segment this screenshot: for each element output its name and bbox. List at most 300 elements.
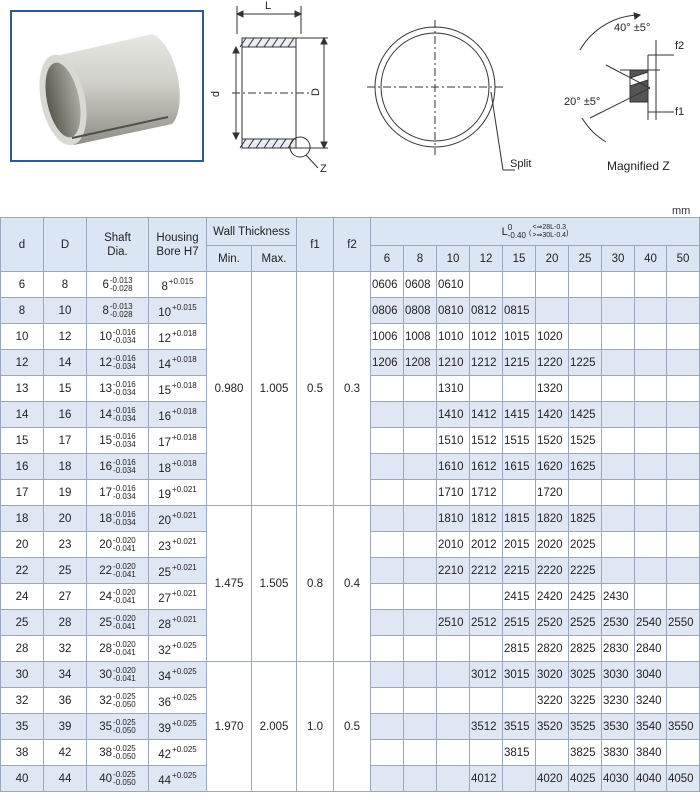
cell-part-number [404,558,437,584]
cell-part-number: 1525 [569,428,602,454]
cell-part-number: 0610 [437,272,470,298]
header-max: Max. [252,246,297,272]
header-length-main: L [501,225,508,238]
header-length-sub: -0.40 [507,230,526,240]
cell-part-number [667,428,700,454]
cell-part-number [371,402,404,428]
housing-value: 28 [158,618,172,631]
cell-part-number [667,506,700,532]
shaft-value: 40 [99,772,113,785]
shaft-tol-lower: -0.028 [109,309,133,319]
cell-shaft [87,766,149,792]
shaft-tolerance [113,667,136,683]
cell-wall-f2: 0.3 [334,272,371,506]
cell-part-number: 1210 [437,350,470,376]
cell-part-number [635,402,667,428]
cell-part-number: 1320 [536,376,569,402]
cell-part-number [602,298,635,324]
cell-part-number: 1420 [536,402,569,428]
shaft-value: 24 [99,590,113,603]
cell-part-number: 1415 [503,402,536,428]
bushing-photo [10,10,204,162]
shaft-value: 6 [102,278,109,291]
cell-part-number [371,662,404,688]
cell-housing [149,350,207,376]
cell-d: 8 [1,298,44,324]
f1-label: f1 [675,106,685,118]
cell-part-number [371,636,404,662]
cell-housing [149,610,207,636]
cell-part-number: 2012 [470,532,503,558]
cell-part-number [635,324,667,350]
cell-part-number: 3815 [503,740,536,766]
shaft-tol-lower: -0.041 [113,621,136,631]
cell-part-number: 3220 [536,688,569,714]
cell-part-number: 4040 [635,766,667,792]
table-row [1,662,700,688]
shaft-tol-lower: -0.034 [113,387,136,397]
cell-part-number: 1615 [503,454,536,480]
shaft-value: 8 [102,304,109,317]
header-length-30: 30 [602,246,635,272]
cell-part-number: 2425 [569,584,602,610]
cell-part-number [404,714,437,740]
cell-part-number [602,454,635,480]
header-length-15: 15 [503,246,536,272]
cell-d: 22 [1,558,44,584]
housing-tolerance: +0.018 [172,432,197,442]
cell-shaft [87,688,149,714]
cell-part-number [371,454,404,480]
shaft-tolerance [113,433,136,449]
cell-part-number [371,584,404,610]
cell-part-number [635,558,667,584]
cell-part-number: 1010 [437,324,470,350]
cell-housing [149,402,207,428]
cell-housing [149,428,207,454]
housing-value: 15 [158,384,172,397]
detail-z-label: Z [320,163,327,175]
cell-housing [149,454,207,480]
cell-part-number [371,480,404,506]
shaft-tol-upper: -0.013 [109,301,133,311]
cell-part-number [536,740,569,766]
cell-part-number [371,506,404,532]
shaft-tol-upper: -0.016 [113,327,136,337]
shaft-tolerance [113,615,136,631]
cell-part-number [602,402,635,428]
cell-part-number: 2015 [503,532,536,558]
cell-part-number [635,272,667,298]
cell-part-number: 3520 [536,714,569,740]
cell-part-number [371,610,404,636]
cell-part-number: 3512 [470,714,503,740]
cell-outer-d: 36 [44,688,87,714]
cell-part-number: 2825 [569,636,602,662]
cell-part-number: 2210 [437,558,470,584]
cell-part-number: 2515 [503,610,536,636]
cell-housing [149,532,207,558]
cell-part-number: 0606 [371,272,404,298]
cell-wall-min: 0.980 [207,272,252,506]
cell-part-number [602,376,635,402]
cell-part-number [371,428,404,454]
cell-shaft [87,584,149,610]
cell-part-number [569,324,602,350]
cell-part-number: 1510 [437,428,470,454]
shaft-value: 13 [99,382,113,395]
cell-part-number [536,272,569,298]
cell-part-number: 3230 [602,688,635,714]
cell-part-number [569,376,602,402]
cell-d: 40 [1,766,44,792]
cell-part-number: 2525 [569,610,602,636]
housing-value: 10 [158,306,172,319]
cell-part-number [503,376,536,402]
header-f1: f1 [297,218,334,272]
cell-part-number: 1220 [536,350,569,376]
cell-part-number [602,480,635,506]
cell-part-number [404,740,437,766]
cell-part-number: 2512 [470,610,503,636]
cell-part-number: 1310 [437,376,470,402]
inner-diameter-label: d [210,90,223,98]
cell-part-number: 1815 [503,506,536,532]
cell-outer-d: 32 [44,636,87,662]
cell-part-number [371,688,404,714]
shaft-value: 32 [99,694,113,707]
cell-part-number: 1006 [371,324,404,350]
cell-part-number: 4020 [536,766,569,792]
cell-part-number: 2212 [470,558,503,584]
cell-part-number: 1512 [470,428,503,454]
cell-part-number [635,298,667,324]
housing-value: 14 [158,358,172,371]
shaft-value: 25 [99,616,113,629]
cell-part-number [404,532,437,558]
shaft-tolerance [110,303,133,319]
cell-part-number: 2225 [569,558,602,584]
cell-housing [149,376,207,402]
cell-d: 30 [1,662,44,688]
cell-part-number [404,636,437,662]
header-shaft-line2: Dia. [107,245,128,258]
cell-part-number [470,584,503,610]
header-length-20: 20 [536,246,569,272]
header-shaft-line1: Shaft [104,231,131,244]
cell-part-number [503,272,536,298]
housing-tolerance: +0.025 [172,770,197,780]
shaft-tol-lower: -0.028 [109,283,133,293]
shaft-tol-lower: -0.034 [113,335,136,345]
cell-part-number [667,272,700,298]
shaft-tolerance [113,459,136,475]
side-section-drawing [200,0,350,200]
cell-part-number [437,584,470,610]
cell-part-number [437,714,470,740]
header-length: L 0 -0.40 ( <⇒28L-0.3 >⇒30L-0.4 ) [371,218,700,246]
header-length-6: 6 [371,246,404,272]
cell-part-number: 4050 [667,766,700,792]
cell-shaft [87,428,149,454]
shaft-tol-upper: -0.016 [113,431,136,441]
cell-part-number: 1412 [470,402,503,428]
housing-value: 42 [158,748,172,761]
shaft-tol-lower: -0.041 [113,543,136,553]
cell-part-number [437,688,470,714]
shaft-tol-lower: -0.050 [113,699,136,709]
cell-shaft [87,272,149,298]
cell-part-number: 1015 [503,324,536,350]
housing-value: 36 [158,696,172,709]
shaft-tol-lower: -0.041 [113,647,136,657]
cell-part-number [667,636,700,662]
cell-outer-d: 23 [44,532,87,558]
shaft-tol-upper: -0.020 [113,613,136,623]
shaft-tolerance [113,485,136,501]
shaft-tol-lower: -0.050 [113,777,136,787]
shaft-tolerance [113,771,136,787]
cell-part-number: 2510 [437,610,470,636]
cell-wall-max: 1.505 [252,506,297,662]
cell-part-number: 2025 [569,532,602,558]
cell-housing [149,480,207,506]
upper-angle-label: 40° ±5° [614,22,651,34]
housing-tolerance: +0.018 [172,380,197,390]
header-length-40: 40 [635,246,667,272]
cell-part-number [635,428,667,454]
shaft-tolerance [113,355,136,371]
header-f2: f2 [334,218,371,272]
cell-part-number [602,428,635,454]
cell-part-number: 3830 [602,740,635,766]
header-shaft [87,218,149,272]
housing-value: 25 [158,566,172,579]
cell-outer-d: 39 [44,714,87,740]
cell-part-number: 3020 [536,662,569,688]
cell-part-number: 2815 [503,636,536,662]
cell-part-number [470,272,503,298]
shaft-tolerance [113,719,136,735]
magnified-z-label: Magnified Z [607,159,670,173]
housing-tolerance: +0.015 [172,302,197,312]
cell-part-number [404,402,437,428]
shaft-tol-lower: -0.050 [113,751,136,761]
cell-part-number [602,272,635,298]
housing-value: 19 [158,488,172,501]
cell-part-number [667,350,700,376]
cell-part-number: 1425 [569,402,602,428]
cell-d: 18 [1,506,44,532]
cell-part-number [569,298,602,324]
cell-d: 6 [1,272,44,298]
cell-part-number: 1810 [437,506,470,532]
shaft-tol-lower: -0.034 [113,517,136,527]
cell-part-number [404,662,437,688]
cell-part-number: 1610 [437,454,470,480]
housing-value: 8 [161,280,168,293]
cell-shaft [87,558,149,584]
cell-part-number [667,402,700,428]
cell-part-number: 4012 [470,766,503,792]
cell-part-number: 3530 [602,714,635,740]
cell-part-number: 2530 [602,610,635,636]
shaft-tol-lower: -0.034 [113,413,136,423]
shaft-tol-upper: -0.016 [113,353,136,363]
cell-housing [149,688,207,714]
cell-part-number [470,636,503,662]
cell-part-number [371,376,404,402]
cell-part-number: 1225 [569,350,602,376]
cell-shaft [87,376,149,402]
cell-part-number: 1410 [437,402,470,428]
cell-part-number: 2415 [503,584,536,610]
cell-part-number: 1620 [536,454,569,480]
cell-part-number [667,376,700,402]
cell-part-number: 3825 [569,740,602,766]
spec-table [0,217,700,792]
cell-d: 14 [1,402,44,428]
cell-housing [149,766,207,792]
cell-part-number [602,324,635,350]
shaft-value: 16 [99,460,113,473]
shaft-tolerance [113,407,136,423]
cell-part-number [569,272,602,298]
cell-part-number: 0812 [470,298,503,324]
length-label: L [265,0,272,12]
cell-part-number [667,298,700,324]
cell-part-number [470,376,503,402]
cell-d: 38 [1,740,44,766]
cell-outer-d: 17 [44,428,87,454]
cell-part-number: 1520 [536,428,569,454]
cell-part-number: 3030 [602,662,635,688]
cell-wall-f1: 1.0 [297,662,334,792]
cell-part-number: 1825 [569,506,602,532]
cell-part-number [404,688,437,714]
cell-part-number [371,766,404,792]
front-view-drawing [365,0,515,200]
cell-part-number [371,532,404,558]
cell-part-number [371,558,404,584]
header-housing-line1: Housing [156,231,199,244]
cell-part-number [371,714,404,740]
cell-shaft [87,454,149,480]
cell-part-number: 1812 [470,506,503,532]
cell-part-number: 3015 [503,662,536,688]
shaft-tol-upper: -0.020 [113,665,136,675]
housing-tolerance: +0.015 [168,276,194,286]
cell-part-number: 3040 [635,662,667,688]
cell-part-number: 1625 [569,454,602,480]
cell-part-number: 3515 [503,714,536,740]
cell-part-number [667,740,700,766]
shaft-value: 35 [99,720,113,733]
cell-d: 20 [1,532,44,558]
shaft-tol-lower: -0.050 [113,725,136,735]
cell-d: 13 [1,376,44,402]
cell-part-number [667,454,700,480]
shaft-tol-lower: -0.034 [113,361,136,371]
cell-part-number: 2220 [536,558,569,584]
cell-part-number [635,532,667,558]
cell-part-number: 1720 [536,480,569,506]
shaft-tol-upper: -0.020 [113,535,136,545]
shaft-tolerance [113,563,136,579]
cell-outer-d: 20 [44,506,87,532]
cell-d: 35 [1,714,44,740]
header-d: d [1,218,44,272]
f2-label: f2 [675,40,685,52]
housing-value: 23 [158,540,172,553]
shaft-tol-upper: -0.020 [113,587,136,597]
cell-part-number [437,740,470,766]
cell-part-number [404,766,437,792]
cell-part-number: 3540 [635,714,667,740]
cell-d: 32 [1,688,44,714]
cell-part-number [503,766,536,792]
shaft-tolerance [113,693,136,709]
cell-d: 28 [1,636,44,662]
shaft-tol-lower: -0.034 [113,465,136,475]
cell-shaft [87,350,149,376]
header-housing [149,218,207,272]
cell-part-number: 3025 [569,662,602,688]
cell-part-number: 3240 [635,688,667,714]
bushing-image [12,12,202,160]
shaft-tol-lower: -0.041 [113,595,136,605]
housing-value: 18 [158,462,172,475]
header-length-50: 50 [667,246,700,272]
housing-value: 32 [158,644,172,657]
cell-wall-f1: 0.5 [297,272,334,506]
header-length-8: 8 [404,246,437,272]
cell-housing [149,714,207,740]
drawing-area [0,0,700,200]
cell-part-number: 2010 [437,532,470,558]
shaft-tol-upper: -0.016 [113,405,136,415]
housing-tolerance: +0.018 [172,458,197,468]
cell-part-number: 2550 [667,610,700,636]
cell-outer-d: 12 [44,324,87,350]
cell-housing [149,662,207,688]
cell-part-number: 2840 [635,636,667,662]
shaft-tol-upper: -0.025 [113,769,136,779]
shaft-tol-upper: -0.016 [113,509,136,519]
cell-part-number [569,480,602,506]
shaft-value: 12 [99,356,113,369]
housing-tolerance: +0.018 [172,328,197,338]
cell-outer-d: 10 [44,298,87,324]
shaft-tol-upper: -0.020 [113,639,136,649]
cell-part-number [404,610,437,636]
cell-part-number: 1820 [536,506,569,532]
cell-housing [149,584,207,610]
shaft-tol-upper: -0.016 [113,379,136,389]
housing-value: 16 [158,410,172,423]
cell-shaft [87,636,149,662]
shaft-tolerance [113,537,136,553]
cell-part-number [602,532,635,558]
cell-housing [149,324,207,350]
cell-part-number: 1712 [470,480,503,506]
housing-tolerance: +0.021 [172,588,197,598]
header-wall-thickness: Wall Thickness [207,218,297,246]
cell-part-number [667,558,700,584]
cell-housing [149,298,207,324]
shaft-value: 14 [99,408,113,421]
cell-housing [149,558,207,584]
